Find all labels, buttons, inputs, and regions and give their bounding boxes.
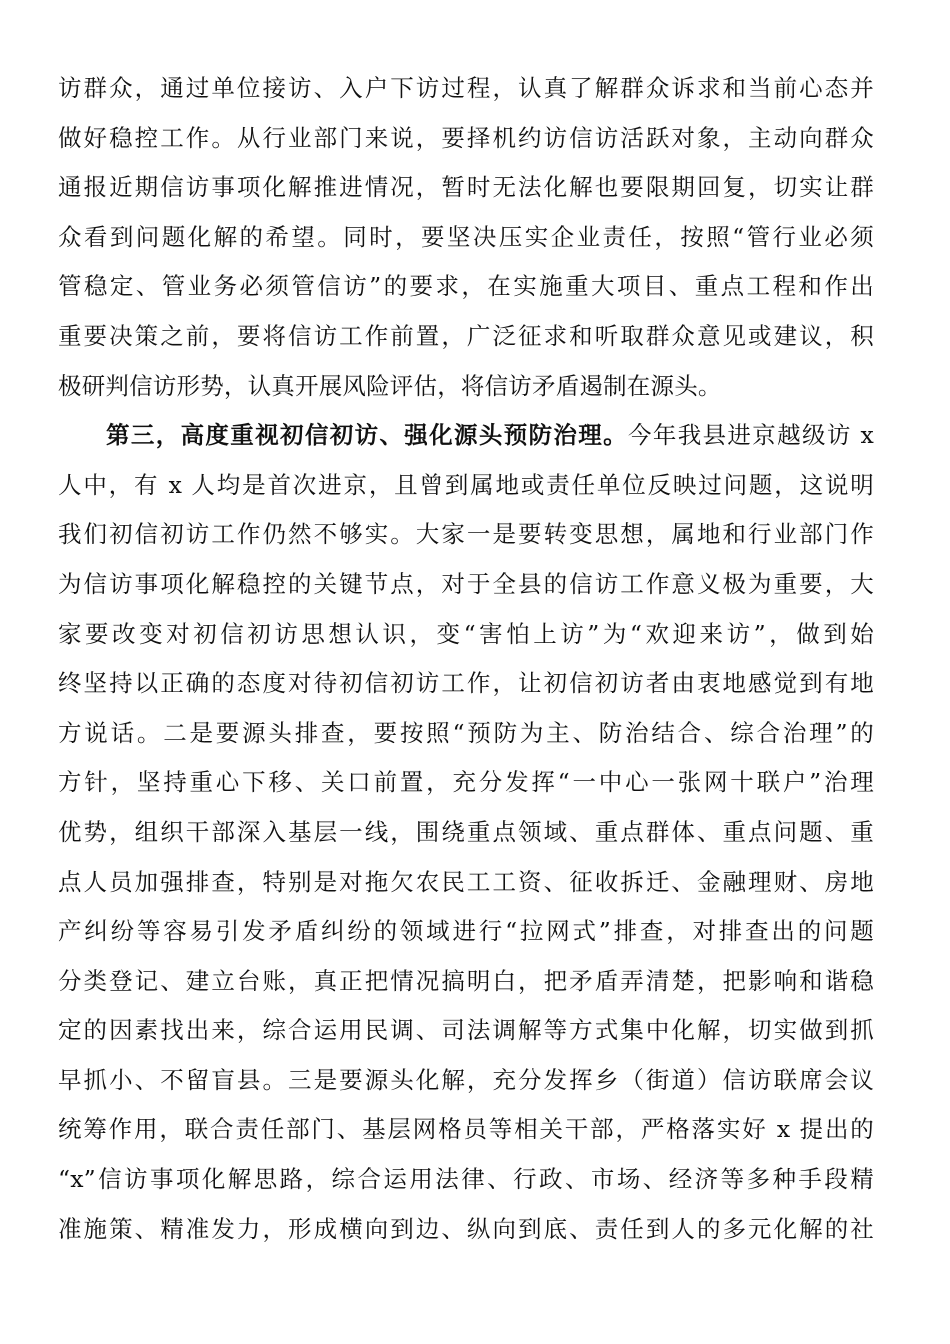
section-heading-line (58, 411, 874, 461)
paragraph-line: 点人员加强排查，特别是对拖欠农民工工资、征收拆迁、金融理财、房地 (58, 867, 874, 896)
paragraph-line: 方针，坚持重心下移、关口前置，充分发挥“一中心一张网十联户”治理 (58, 768, 874, 797)
paragraph-line: 定的因素找出来，综合运用民调、司法调解等方式集中化解，切实做到抓 (58, 1016, 874, 1045)
paragraph-line: 产纠纷等容易引发矛盾纠纷的领域进行“拉网式”排查，对排查出的问题 (58, 917, 874, 946)
paragraph-line: 准施策、精准发力，形成横向到边、纵向到底、责任到人的多元化解的社 (58, 1214, 874, 1243)
paragraph-line: 家要改变对初信初访思想认识，变“害怕上访”为“欢迎来访”，做到始 (58, 619, 874, 648)
paragraph-line: 极研判信访形势，认真开展风险评估，将信访矛盾遏制在源头。 (58, 371, 722, 400)
paragraph-line: 终坚持以正确的态度对待初信初访工作，让初信初访者由衷地感觉到有地 (58, 669, 874, 698)
paragraph-line: 通报近期信访事项化解推进情况，暂时无法化解也要限期回复，切实让群 (58, 173, 874, 202)
paragraph-line: “x”信访事项化解思路，综合运用法律、行政、市场、经济等多种手段精 (58, 1165, 874, 1194)
section-heading-continuation: 今年我县进京越级访 x (628, 421, 874, 450)
paragraph-line: 访群众，通过单位接访、入户下访过程，认真了解群众诉求和当前心态并 (58, 74, 874, 102)
paragraph-line: 分类登记、建立台账，真正把情况搞明白，把矛盾弄清楚，把影响和谐稳 (58, 966, 874, 995)
document-page (58, 64, 874, 1254)
paragraph-line: 方说话。二是要源头排查，要按照“预防为主、防治结合、综合治理”的 (58, 718, 874, 747)
paragraph-line: 为信访事项化解稳控的关键节点，对于全县的信访工作意义极为重要，大 (58, 569, 874, 598)
paragraph-line: 早抓小、不留盲县。三是要源头化解，充分发挥乡（街道）信访联席会议 (58, 1065, 874, 1094)
section-heading: 第三，高度重视初信初访、强化源头预防治理。 (106, 421, 628, 450)
paragraph-line: 优势，组织干部深入基层一线，围绕重点领域、重点群体、重点问题、重 (58, 817, 874, 846)
paragraph-line: 统筹作用，联合责任部门、基层网格员等相关干部，严格落实好 x 提出的 (58, 1115, 874, 1144)
paragraph-line: 管稳定、管业务必须管信访”的要求，在实施重大项目、重点工程和作出 (58, 272, 874, 301)
paragraph-line: 重要决策之前，要将信访工作前置，广泛征求和听取群众意见或建议，积 (58, 321, 874, 350)
paragraph-line: 众看到问题化解的希望。同时，要坚决压实企业责任，按照“管行业必须 (58, 222, 874, 251)
paragraph-line: 做好稳控工作。从行业部门来说，要择机约访信访活跃对象，主动向群众 (58, 123, 874, 152)
paragraph-line: 人中，有 x 人均是首次进京，且曾到属地或责任单位反映过问题，这说明 (58, 470, 874, 499)
paragraph-line: 我们初信初访工作仍然不够实。大家一是要转变思想，属地和行业部门作 (58, 520, 874, 549)
